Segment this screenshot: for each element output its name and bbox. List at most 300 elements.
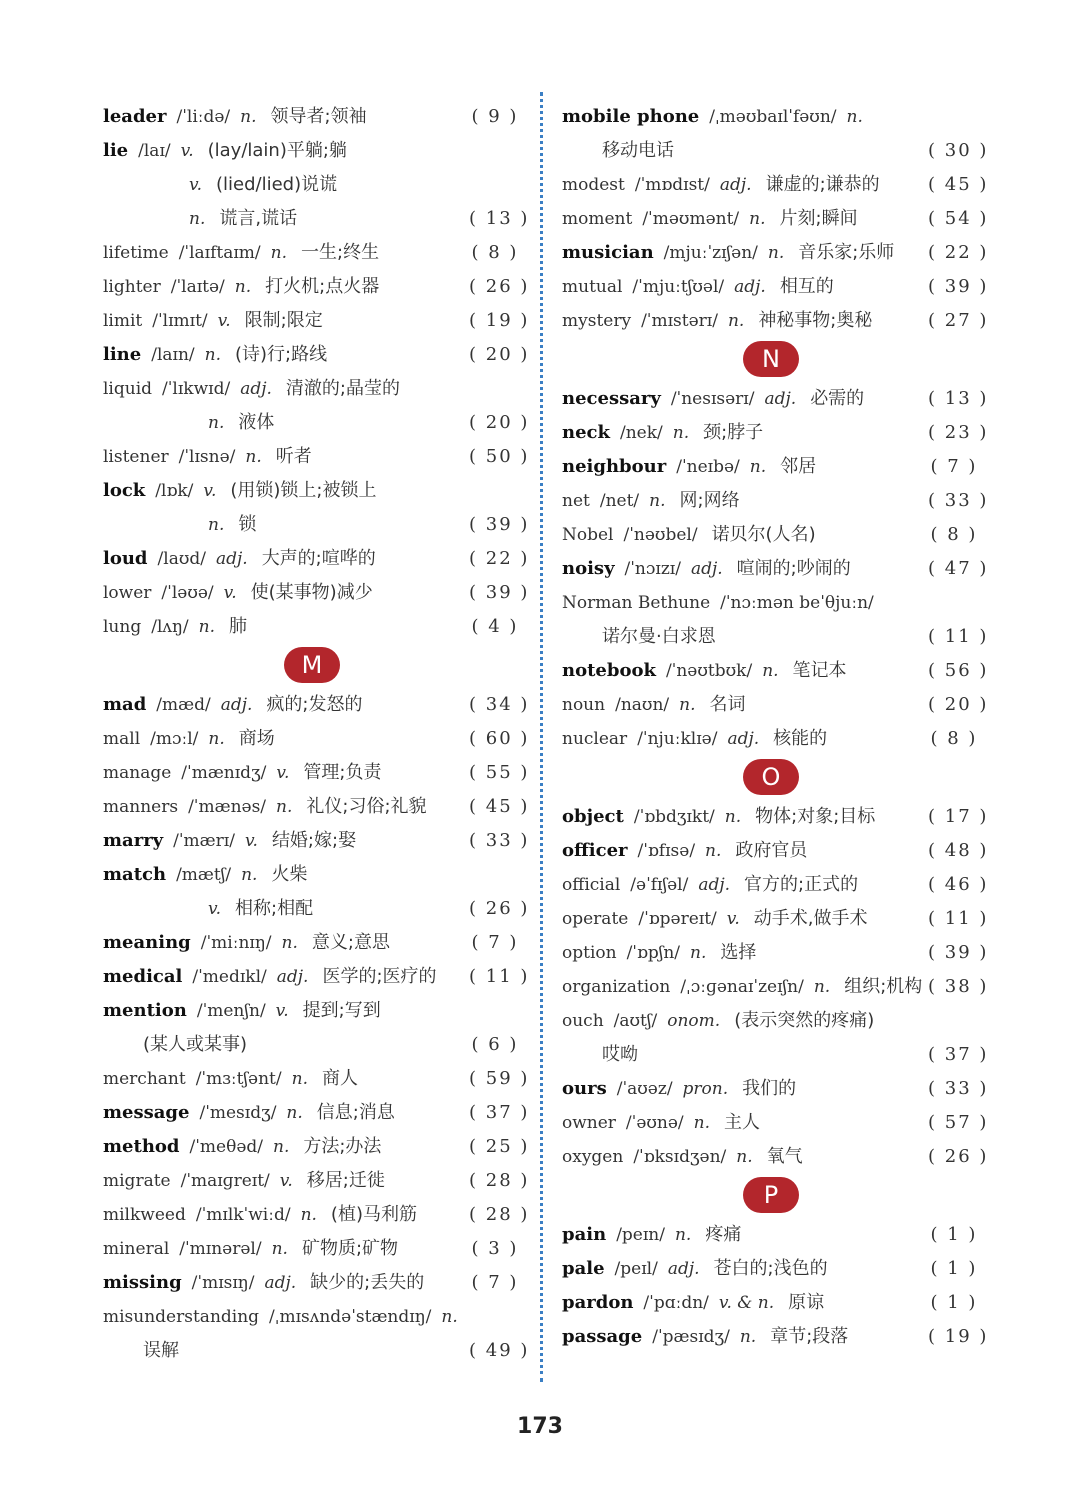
headword: leader bbox=[103, 106, 167, 127]
part-of-speech: v. bbox=[244, 831, 258, 851]
definition: 锁 bbox=[238, 514, 257, 535]
headword: net bbox=[562, 491, 590, 511]
part-of-speech: n. bbox=[674, 1225, 692, 1245]
headword: milkweed bbox=[103, 1205, 186, 1225]
vocab-entry bbox=[103, 1232, 521, 1266]
phonetic: /ˈlaɪtə/ bbox=[170, 277, 225, 297]
letter-badge: P bbox=[743, 1177, 799, 1213]
vocab-entry bbox=[562, 800, 989, 834]
phonetic: /peɪl/ bbox=[614, 1259, 658, 1279]
definition: 液体 bbox=[238, 412, 275, 433]
vocab-entry bbox=[103, 858, 521, 892]
part-of-speech: adj. bbox=[764, 389, 797, 409]
phonetic: /peɪn/ bbox=[616, 1225, 665, 1245]
headword: medical bbox=[103, 966, 183, 987]
unit-reference: ( 37 ) bbox=[928, 1044, 989, 1065]
part-of-speech: adj. bbox=[667, 1259, 700, 1279]
part-of-speech: adj. bbox=[276, 967, 309, 987]
definition: 神秘事物;奥秘 bbox=[758, 310, 873, 331]
vocab-entry bbox=[562, 654, 989, 688]
headword: lighter bbox=[103, 277, 161, 297]
phonetic: /laɪ/ bbox=[138, 141, 171, 161]
vocab-entry bbox=[103, 1198, 530, 1232]
phonetic: /laʊd/ bbox=[157, 549, 206, 569]
headword: notebook bbox=[562, 660, 656, 681]
unit-reference: ( 8 ) bbox=[471, 242, 519, 263]
headword: lung bbox=[103, 617, 142, 637]
vocab-entry bbox=[103, 722, 530, 756]
definition: 商人 bbox=[321, 1068, 358, 1089]
phonetic: /lɒk/ bbox=[155, 481, 194, 501]
part-of-speech: adj. bbox=[215, 549, 248, 569]
headword: line bbox=[103, 344, 142, 365]
definition: 氧气 bbox=[766, 1146, 803, 1167]
unit-reference: ( 39 ) bbox=[469, 514, 530, 535]
part-of-speech: n. bbox=[762, 661, 779, 681]
part-of-speech: n. bbox=[286, 1103, 303, 1123]
column-divider bbox=[540, 92, 543, 1382]
definition: 意义;意思 bbox=[311, 932, 390, 953]
headword: modest bbox=[562, 175, 625, 195]
vocab-entry bbox=[103, 610, 521, 644]
part-of-speech: n. bbox=[649, 491, 666, 511]
part-of-speech: n. bbox=[198, 617, 216, 637]
phonetic: /ˈnəʊtbʊk/ bbox=[665, 661, 753, 681]
definition: 大声的;喧哗的 bbox=[261, 548, 376, 569]
vocab-entry bbox=[103, 338, 530, 372]
vocab-entry bbox=[103, 926, 521, 960]
vocab-entry bbox=[103, 994, 521, 1028]
vocab-entry bbox=[103, 440, 530, 474]
phonetic: /ˈmærɪ/ bbox=[173, 831, 235, 851]
headword: method bbox=[103, 1136, 180, 1157]
definition: 商场 bbox=[238, 728, 275, 749]
definition: 邻居 bbox=[780, 456, 817, 477]
part-of-speech: n. bbox=[672, 423, 690, 443]
part-of-speech: adj. bbox=[220, 695, 253, 715]
unit-reference: ( 3 ) bbox=[471, 1238, 519, 1259]
phonetic: /ˈmedɪkl/ bbox=[192, 967, 267, 987]
unit-reference: ( 11 ) bbox=[928, 908, 989, 929]
phonetic: /ˈməʊmənt/ bbox=[642, 209, 740, 229]
unit-reference: ( 20 ) bbox=[928, 694, 989, 715]
definition: 移居;迁徙 bbox=[306, 1170, 385, 1191]
definition: 名词 bbox=[709, 694, 746, 715]
phonetic: /mætʃ/ bbox=[176, 865, 232, 885]
phonetic: /ˈlɪkwɪd/ bbox=[162, 379, 231, 399]
unit-reference: ( 39 ) bbox=[928, 276, 989, 297]
headword: oxygen bbox=[562, 1147, 624, 1167]
part-of-speech: n. bbox=[208, 413, 225, 433]
part-of-speech: n. bbox=[291, 1069, 308, 1089]
part-of-speech: adj. bbox=[690, 559, 723, 579]
unit-reference: ( 49 ) bbox=[469, 1340, 530, 1361]
definition: 矿物质;矿物 bbox=[301, 1238, 399, 1259]
definition: 颈;脖子 bbox=[703, 422, 764, 443]
part-of-speech: n. bbox=[749, 457, 767, 477]
phonetic: /naʊn/ bbox=[615, 695, 670, 715]
unit-reference: ( 33 ) bbox=[469, 830, 530, 851]
phonetic: /ˈaʊəz/ bbox=[616, 1079, 673, 1099]
part-of-speech: n. bbox=[281, 933, 298, 953]
unit-reference: ( 50 ) bbox=[469, 446, 530, 467]
letter-section-header bbox=[103, 644, 521, 688]
definition: 片刻;瞬间 bbox=[779, 208, 858, 229]
headword: option bbox=[562, 943, 617, 963]
definition: 诺尔曼·白求恩 bbox=[602, 626, 716, 647]
headword: migrate bbox=[103, 1171, 171, 1191]
definition: (某人或某事) bbox=[143, 1034, 248, 1055]
part-of-speech: adj. bbox=[719, 175, 752, 195]
vocab-entry bbox=[103, 474, 521, 508]
vocab-entry bbox=[103, 1130, 530, 1164]
unit-reference: ( 28 ) bbox=[469, 1204, 530, 1225]
definition: (植)马利筋 bbox=[330, 1204, 417, 1225]
phonetic: /lʌŋ/ bbox=[151, 617, 189, 637]
phonetic: /nek/ bbox=[619, 423, 663, 443]
definition: 听者 bbox=[275, 446, 312, 467]
vocab-entry bbox=[562, 1286, 980, 1320]
headword: mineral bbox=[103, 1239, 170, 1259]
phonetic: /ˌɔːɡənaɪˈzeɪʃn/ bbox=[680, 977, 804, 997]
part-of-speech: n. bbox=[727, 311, 745, 331]
unit-reference: ( 46 ) bbox=[928, 874, 989, 895]
part-of-speech: n. bbox=[208, 515, 225, 535]
part-of-speech: n. bbox=[276, 797, 293, 817]
definition: 我们的 bbox=[742, 1078, 797, 1099]
vocab-entry bbox=[562, 202, 989, 236]
unit-reference: ( 7 ) bbox=[930, 456, 978, 477]
headword: merchant bbox=[103, 1069, 186, 1089]
headword: Nobel bbox=[562, 525, 614, 545]
vocab-entry bbox=[562, 1320, 989, 1354]
unit-reference: ( 37 ) bbox=[469, 1102, 530, 1123]
part-of-speech: n. bbox=[690, 943, 707, 963]
vocab-entry bbox=[562, 552, 989, 586]
unit-reference: ( 20 ) bbox=[469, 412, 530, 433]
part-of-speech: n. bbox=[240, 107, 257, 127]
unit-reference: ( 19 ) bbox=[469, 310, 530, 331]
phonetic: /ˈnəʊbel/ bbox=[623, 525, 698, 545]
vocab-entry bbox=[562, 382, 989, 416]
headword: ours bbox=[562, 1078, 607, 1099]
vocab-entry bbox=[562, 902, 989, 936]
definition: 疼痛 bbox=[705, 1224, 742, 1245]
part-of-speech: n. bbox=[749, 209, 766, 229]
unit-reference: ( 11 ) bbox=[469, 966, 530, 987]
letter-badge: N bbox=[743, 341, 799, 377]
headword: pale bbox=[562, 1258, 605, 1279]
part-of-speech: v. bbox=[726, 909, 740, 929]
unit-reference: ( 45 ) bbox=[469, 796, 530, 817]
headword: loud bbox=[103, 548, 148, 569]
definition: 喧闹的;吵闹的 bbox=[736, 558, 851, 579]
vocab-entry bbox=[562, 304, 989, 338]
phonetic: /laɪn/ bbox=[151, 345, 195, 365]
headword: neighbour bbox=[562, 456, 667, 477]
headword: liquid bbox=[103, 379, 153, 399]
unit-reference: ( 1 ) bbox=[930, 1258, 978, 1279]
vocab-entry-continuation bbox=[103, 168, 521, 202]
headword: pain bbox=[562, 1224, 607, 1245]
phonetic: /ˈliːdə/ bbox=[176, 107, 231, 127]
part-of-speech: v. bbox=[275, 1001, 289, 1021]
unit-reference: ( 22 ) bbox=[928, 242, 989, 263]
unit-reference: ( 23 ) bbox=[928, 422, 989, 443]
part-of-speech: n. bbox=[204, 345, 221, 365]
phonetic: /ˈlaɪftaɪm/ bbox=[178, 243, 261, 263]
unit-reference: ( 34 ) bbox=[469, 694, 530, 715]
unit-reference: ( 33 ) bbox=[928, 1078, 989, 1099]
part-of-speech: onom. bbox=[667, 1011, 721, 1031]
unit-reference: ( 9 ) bbox=[471, 106, 519, 127]
unit-reference: ( 8 ) bbox=[930, 728, 978, 749]
definition: 音乐家;乐师 bbox=[798, 242, 895, 263]
part-of-speech: n. bbox=[705, 841, 722, 861]
headword: meaning bbox=[103, 932, 191, 953]
unit-reference: ( 11 ) bbox=[928, 626, 989, 647]
phonetic: /ˈmɪlkˈwiːd/ bbox=[195, 1205, 291, 1225]
phonetic: /ˈnjuːklɪə/ bbox=[637, 729, 718, 749]
phonetic: /ˈɒbdʒɪkt/ bbox=[633, 807, 715, 827]
part-of-speech: n. bbox=[693, 1113, 711, 1133]
definition: (诗)行;路线 bbox=[235, 344, 328, 365]
definition: 谦虚的;谦恭的 bbox=[765, 174, 880, 195]
definition: 政府官员 bbox=[735, 840, 808, 861]
definition: 相互的 bbox=[779, 276, 834, 297]
unit-reference: ( 54 ) bbox=[928, 208, 989, 229]
headword: passage bbox=[562, 1326, 643, 1347]
headword: noisy bbox=[562, 558, 615, 579]
headword: object bbox=[562, 806, 624, 827]
left-column bbox=[103, 100, 530, 1368]
unit-reference: ( 59 ) bbox=[469, 1068, 530, 1089]
part-of-speech: n. bbox=[441, 1307, 458, 1327]
part-of-speech: n. bbox=[273, 1137, 290, 1157]
unit-reference: ( 22 ) bbox=[469, 548, 530, 569]
part-of-speech: n. bbox=[679, 695, 696, 715]
part-of-speech: n. bbox=[846, 107, 863, 127]
vocab-entry bbox=[103, 790, 530, 824]
vocab-entry bbox=[562, 1004, 980, 1038]
part-of-speech: n. bbox=[234, 277, 252, 297]
unit-reference: ( 20 ) bbox=[469, 344, 530, 365]
vocab-entry bbox=[103, 134, 521, 168]
letter-section-header bbox=[562, 338, 980, 382]
unit-reference: ( 6 ) bbox=[471, 1034, 519, 1055]
phonetic: /əˈfɪʃəl/ bbox=[630, 875, 689, 895]
definition: 笔记本 bbox=[792, 660, 847, 681]
unit-reference: ( 48 ) bbox=[928, 840, 989, 861]
phonetic: /ˈɒpʃn/ bbox=[626, 943, 681, 963]
definition: (用锁)锁上;被锁上 bbox=[230, 480, 377, 501]
headword: misunderstanding bbox=[103, 1307, 260, 1327]
letter-badge: O bbox=[743, 759, 799, 795]
letter-section-header bbox=[562, 756, 980, 800]
vocab-entry bbox=[103, 824, 530, 858]
part-of-speech: n. bbox=[767, 243, 785, 263]
page-number: 173 bbox=[517, 1414, 563, 1439]
unit-reference: ( 17 ) bbox=[928, 806, 989, 827]
unit-reference: ( 30 ) bbox=[928, 140, 989, 161]
phonetic: /ˈmesɪdʒ/ bbox=[199, 1103, 277, 1123]
part-of-speech: n. bbox=[300, 1205, 317, 1225]
vocab-entry bbox=[562, 236, 989, 270]
unit-reference: ( 27 ) bbox=[928, 310, 989, 331]
vocab-entry bbox=[562, 484, 989, 518]
vocab-entry bbox=[103, 100, 521, 134]
vocab-entry-continuation bbox=[562, 620, 989, 654]
definition: 选择 bbox=[720, 942, 757, 963]
phonetic: /ˈmenʃn/ bbox=[196, 1001, 266, 1021]
part-of-speech: n. bbox=[739, 1327, 757, 1347]
headword: operate bbox=[562, 909, 629, 929]
unit-reference: ( 57 ) bbox=[928, 1112, 989, 1133]
definition: 使(某事物)减少 bbox=[250, 582, 373, 603]
vocab-entry bbox=[103, 542, 530, 576]
definition: 缺少的;丢失的 bbox=[310, 1272, 425, 1293]
vocab-entry-continuation bbox=[103, 1028, 521, 1062]
vocab-entry bbox=[562, 1218, 980, 1252]
part-of-speech: v. bbox=[189, 175, 202, 195]
definition: 原谅 bbox=[788, 1292, 825, 1313]
vocab-entry bbox=[562, 168, 989, 202]
definition: 清澈的;晶莹的 bbox=[285, 378, 400, 399]
part-of-speech: n. bbox=[270, 243, 288, 263]
phonetic: /ˈmænɪdʒ/ bbox=[181, 763, 267, 783]
phonetic: /ˈmɪnərəl/ bbox=[179, 1239, 262, 1259]
definition: 火柴 bbox=[271, 864, 308, 885]
phonetic: /ˌmɪsʌndəˈstændɪŋ/ bbox=[269, 1307, 432, 1327]
vocab-entry bbox=[562, 416, 989, 450]
headword: lie bbox=[103, 140, 129, 161]
definition: 动手术,做手术 bbox=[753, 908, 868, 929]
vocab-entry bbox=[103, 372, 521, 406]
unit-reference: ( 47 ) bbox=[928, 558, 989, 579]
vocab-entry bbox=[103, 1096, 530, 1130]
definition: 谎言,谎话 bbox=[219, 208, 298, 229]
part-of-speech: adj. bbox=[698, 875, 731, 895]
part-of-speech: adj. bbox=[727, 729, 760, 749]
vocab-entry bbox=[103, 1300, 521, 1334]
unit-reference: ( 28 ) bbox=[469, 1170, 530, 1191]
vocab-entry-continuation bbox=[103, 202, 530, 236]
vocab-entry bbox=[103, 576, 530, 610]
headword: organization bbox=[562, 977, 671, 997]
unit-reference: ( 1 ) bbox=[930, 1224, 978, 1245]
right-column bbox=[562, 100, 989, 1354]
headword: mall bbox=[103, 729, 141, 749]
headword: lifetime bbox=[103, 243, 169, 263]
phonetic: /ˈɒksɪdʒən/ bbox=[633, 1147, 727, 1167]
definition: 核能的 bbox=[773, 728, 828, 749]
vocab-entry bbox=[103, 1164, 530, 1198]
definition: (lied/lied)说谎 bbox=[216, 174, 338, 195]
vocab-entry bbox=[562, 970, 989, 1004]
headword: Norman Bethune bbox=[562, 593, 711, 613]
headword: mention bbox=[103, 1000, 187, 1021]
phonetic: /ˈɒfɪsə/ bbox=[637, 841, 696, 861]
part-of-speech: v. & n. bbox=[718, 1293, 775, 1313]
definition: 领导者;领袖 bbox=[270, 106, 367, 127]
vocab-entry bbox=[562, 834, 989, 868]
unit-reference: ( 39 ) bbox=[928, 942, 989, 963]
vocab-entry-continuation bbox=[103, 508, 530, 542]
vocab-entry bbox=[562, 936, 989, 970]
phonetic: /ˈnɔɪzɪ/ bbox=[624, 559, 681, 579]
unit-reference: ( 55 ) bbox=[469, 762, 530, 783]
phonetic: /ˈɒpəreɪt/ bbox=[638, 909, 717, 929]
part-of-speech: n. bbox=[208, 729, 225, 749]
headword: musician bbox=[562, 242, 654, 263]
unit-reference: ( 33 ) bbox=[928, 490, 989, 511]
vocab-entry bbox=[562, 868, 989, 902]
part-of-speech: v. bbox=[279, 1171, 293, 1191]
vocab-entry bbox=[103, 270, 530, 304]
definition: 官方的;正式的 bbox=[744, 874, 859, 895]
unit-reference: ( 45 ) bbox=[928, 174, 989, 195]
definition: 组织;机构 bbox=[844, 976, 923, 997]
headword: lock bbox=[103, 480, 146, 501]
part-of-speech: adj. bbox=[734, 277, 766, 297]
unit-reference: ( 26 ) bbox=[469, 276, 530, 297]
definition: 肺 bbox=[229, 616, 248, 637]
vocab-entry-continuation bbox=[562, 1038, 989, 1072]
part-of-speech: pron. bbox=[682, 1079, 729, 1099]
headword: moment bbox=[562, 209, 633, 229]
unit-reference: ( 13 ) bbox=[928, 388, 989, 409]
headword: mad bbox=[103, 694, 147, 715]
vocab-entry bbox=[562, 450, 980, 484]
phonetic: /ˈmjuːtʃʊəl/ bbox=[632, 277, 725, 297]
phonetic: /ˌməʊbaɪlˈfəʊn/ bbox=[709, 107, 837, 127]
vocab-entry bbox=[103, 1266, 521, 1300]
phonetic: /ˈmɒdɪst/ bbox=[634, 175, 710, 195]
vocab-entry bbox=[562, 518, 980, 552]
phonetic: /ˈnɔːmən beˈθjuːn/ bbox=[720, 593, 874, 613]
vocab-entry bbox=[103, 960, 530, 994]
phonetic: /net/ bbox=[599, 491, 640, 511]
definition: (lay/lain)平躺;躺 bbox=[207, 140, 347, 161]
unit-reference: ( 8 ) bbox=[930, 524, 978, 545]
phonetic: /aʊtʃ/ bbox=[613, 1011, 658, 1031]
part-of-speech: v. bbox=[208, 899, 221, 919]
unit-reference: ( 38 ) bbox=[928, 976, 989, 997]
headword: match bbox=[103, 864, 167, 885]
unit-reference: ( 60 ) bbox=[469, 728, 530, 749]
phonetic: /mjuːˈzɪʃən/ bbox=[663, 243, 758, 263]
headword: marry bbox=[103, 830, 164, 851]
vocab-entry bbox=[103, 756, 530, 790]
vocab-entry bbox=[103, 688, 530, 722]
headword: officer bbox=[562, 840, 628, 861]
definition: 必需的 bbox=[810, 388, 865, 409]
definition: 诺贝尔(人名) bbox=[711, 524, 816, 545]
unit-reference: ( 39 ) bbox=[469, 582, 530, 603]
definition: 打火机;点火器 bbox=[265, 276, 380, 297]
unit-reference: ( 1 ) bbox=[930, 1292, 978, 1313]
phonetic: /ˈmɪsɪŋ/ bbox=[191, 1273, 255, 1293]
headword: ouch bbox=[562, 1011, 604, 1031]
part-of-speech: adj. bbox=[264, 1273, 297, 1293]
vocab-entry bbox=[562, 100, 980, 134]
vocab-entry bbox=[103, 1062, 530, 1096]
headword: neck bbox=[562, 422, 610, 443]
definition: 结婚;嫁;娶 bbox=[271, 830, 357, 851]
vocab-entry bbox=[562, 1072, 989, 1106]
definition: 方法;办法 bbox=[303, 1136, 382, 1157]
headword: official bbox=[562, 875, 621, 895]
